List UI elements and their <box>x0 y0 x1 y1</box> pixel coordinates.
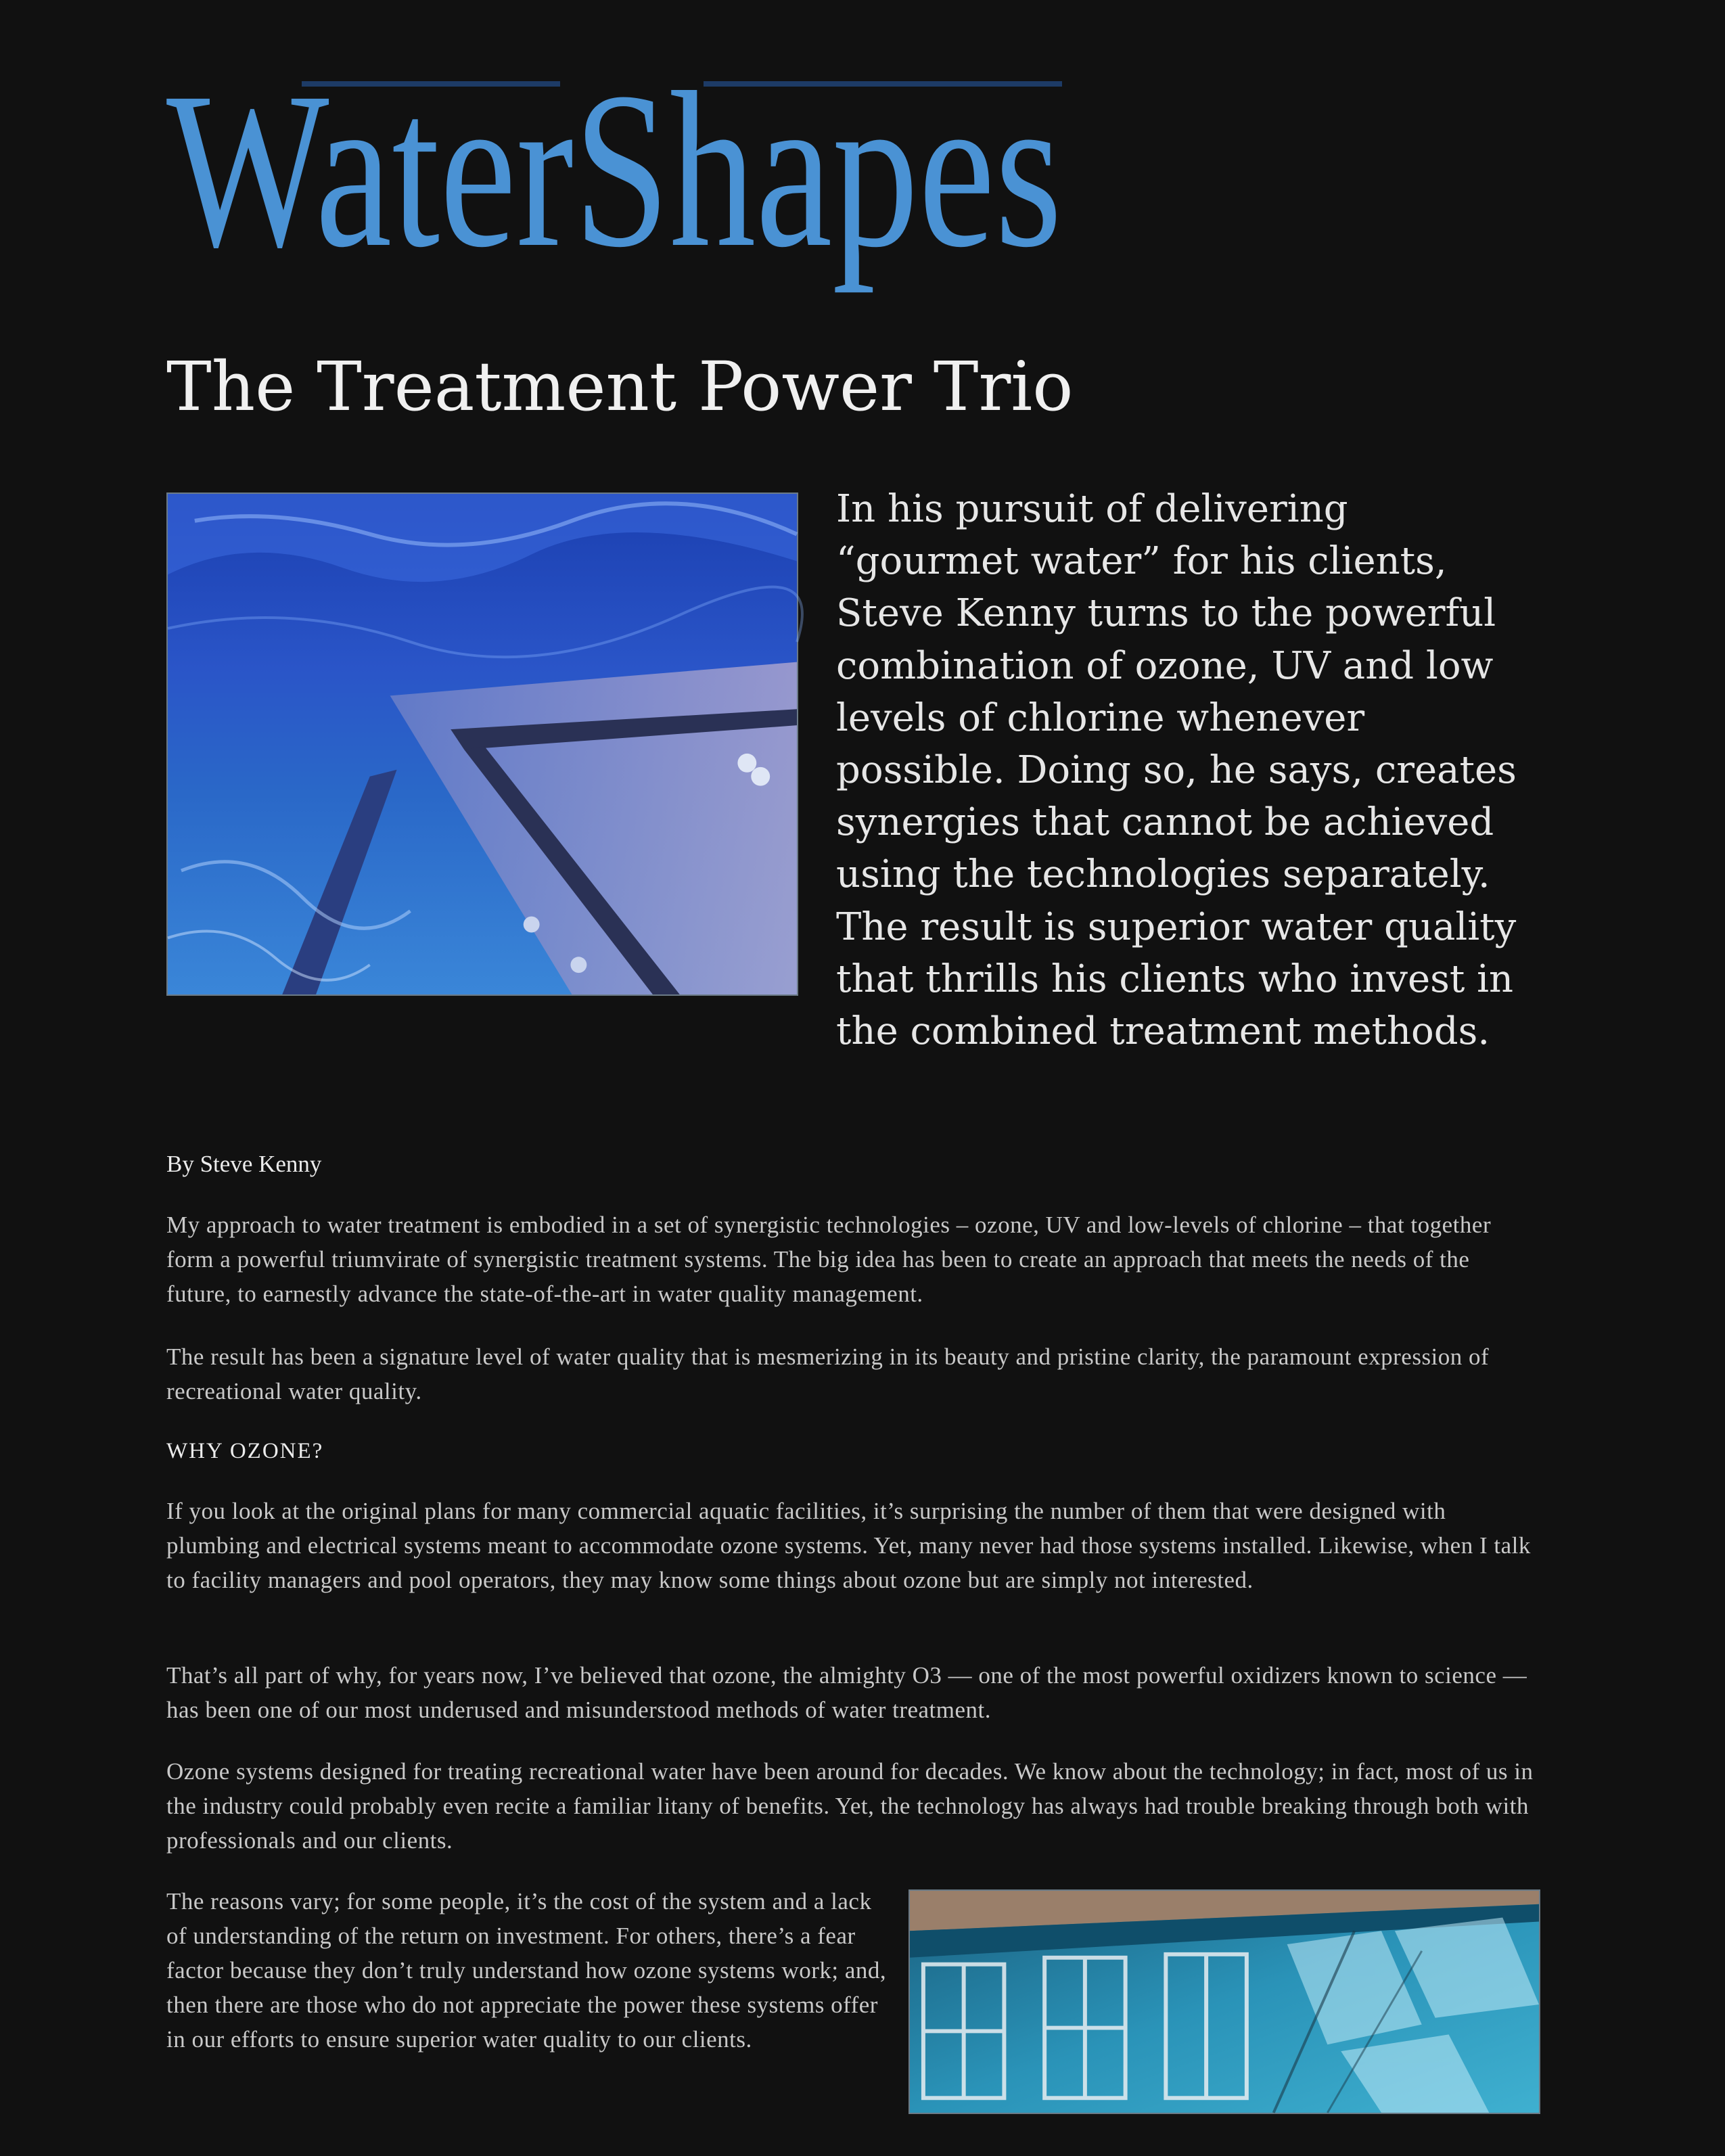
article-lede: In his pursuit of delivering “gourmet water” for his clients, Steve Kenny turns to the powerful combination of ozone, UV and low levels of chlorine whenever possible. Doing so, he says, creates synergies that cannot be achieved using the technologies separately. The result is superior water quality that thrills his clients who invest in the combined treatment methods. <box>836 487 1517 1054</box>
section-heading: WHY OZONE? <box>166 1439 324 1463</box>
body-paragraph: The result has been a signature level of water quality that is mesmerizing in its beauty and pristine clarity, the paramount expression of recreational water quality. <box>166 1344 1490 1404</box>
body-paragraph: If you look at the original plans for many commercial aquatic facilities, it’s surprising the number of them that were designed with plumbing and electrical systems meant to accommodate ozone systems. Yet, many never had those systems installed. Likewise, when I talk to facility managers and pool operators, they may know some things about ozone but are simply not interested. <box>166 1498 1531 1593</box>
logo-wordmark: WaterShapes <box>166 47 1062 294</box>
body-paragraph: That’s all part of why, for years now, I’ve believed that ozone, the almighty O3 — one of the most powerful oxidizers known to science — has been one of our most underused and misunderstood methods of water treatment. <box>166 1662 1527 1723</box>
body-paragraph: My approach to water treatment is embodied in a set of synergistic technologies – ozone, UV and low-levels of chlorine – that together form a powerful triumvirate of synergistic treatment systems. The big idea has been to create an approach that meets the needs of the future, to earnestly advance the state-of-the-art in water quality management. <box>166 1212 1492 1307</box>
body-paragraph: Ozone systems designed for treating recreational water have been around for decades. We know about the technology; in fact, most of us in the industry could probably even recite a familiar litany of benefits. Yet, the technology has always had trouble breaking through both with professionals and our clients. <box>166 1758 1534 1854</box>
underwater-pool-photo <box>166 492 798 996</box>
byline: By Steve Kenny <box>166 1151 322 1177</box>
body-paragraph: The reasons vary; for some people, it’s the cost of the system and a lack of understanding of the return on investment. For others, there’s a fear factor because they don’t truly understand how ozone systems work; and, then there are those who do not appreciate the power these systems offer in our efforts to ensure superior water quality to our clients. <box>166 1888 887 2052</box>
article-title: The Treatment Power Trio <box>166 347 1074 426</box>
masthead-logo[interactable] <box>166 47 1062 294</box>
logo-graphic <box>166 47 1062 294</box>
indoor-pool-photo <box>908 1889 1540 2114</box>
